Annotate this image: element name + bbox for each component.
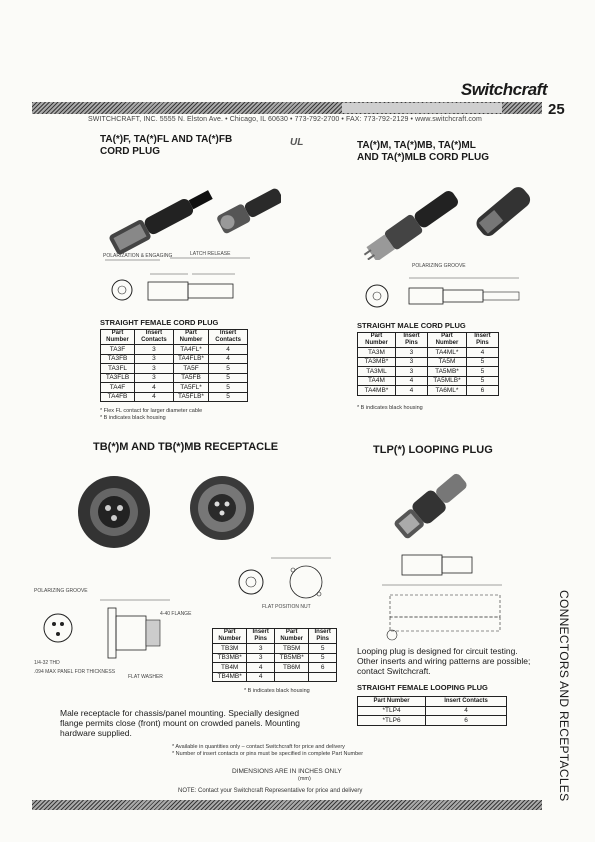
table-row <box>101 392 248 402</box>
ta-f-title-line1: TA(*)F, TA(*)FL AND TA(*)FB <box>100 134 233 145</box>
table-header-cell: Insert Contacts <box>135 330 174 345</box>
table-cell: 3 <box>135 373 174 383</box>
table-cell: TB5MB* <box>274 653 308 663</box>
table-cell: 5 <box>466 357 498 367</box>
table-cell: 6 <box>309 663 337 673</box>
tlp-title: TLP(*) LOOPING PLUG <box>373 444 493 456</box>
ta-m-note-1: * B indicates black housing <box>357 405 423 411</box>
ta-m-table-header <box>358 333 499 348</box>
table-cell: 3 <box>395 367 427 377</box>
table-header-cell: Insert Pins <box>247 629 275 644</box>
ta-f-product-photo <box>96 160 281 255</box>
table-cell: 3 <box>135 354 174 364</box>
table-cell: 3 <box>247 653 275 663</box>
table-cell: TA4FL* <box>173 345 208 355</box>
tlp-parts-table <box>357 696 507 726</box>
table-header-cell: Part Number <box>358 333 396 348</box>
table-cell: TA5FB <box>173 373 208 383</box>
table-cell <box>309 672 337 682</box>
ta-f-table-title: STRAIGHT FEMALE CORD PLUG <box>100 318 219 327</box>
table-row <box>101 373 248 383</box>
tb-label-flange: 4-40 FLANGE <box>160 611 192 617</box>
tlp-product-photo <box>380 465 480 545</box>
ta-f-title-line2: CORD PLUG <box>100 146 160 157</box>
ta-m-table-title: STRAIGHT MALE CORD PLUG <box>357 321 466 330</box>
footer-note: NOTE: Contact your Switchcraft Representative for price and delivery <box>178 788 363 794</box>
table-cell: 4 <box>395 376 427 386</box>
ta-m-title <box>357 140 489 164</box>
header-band <box>32 102 542 114</box>
table-cell: 4 <box>135 383 174 393</box>
table-cell: TA3FLB <box>101 373 135 383</box>
ta-f-title <box>100 134 232 158</box>
table-row <box>101 354 248 364</box>
table-cell: TB6M <box>274 663 308 673</box>
tlp-description: Looping plug is designed for circuit testing. Other inserts and wiring patterns are possible; contact Switchcraft. <box>357 646 531 676</box>
table-cell: TA6ML* <box>428 386 467 396</box>
tb-label-polarizing: POLARIZING GROOVE <box>34 588 88 594</box>
tlp-table-title: STRAIGHT FEMALE LOOPING PLUG <box>357 683 488 692</box>
table-cell: TA4F <box>101 383 135 393</box>
tb-product-photo <box>72 470 272 555</box>
table-cell: 4 <box>247 663 275 673</box>
table-cell: 3 <box>395 357 427 367</box>
table-cell: 5 <box>309 644 337 654</box>
tlp-table-header <box>358 697 507 707</box>
table-cell <box>274 672 308 682</box>
ta-f-label-latch: LATCH RELEASE <box>190 251 231 257</box>
table-header-cell: Part Number <box>101 330 135 345</box>
company-address: SWITCHCRAFT, INC. 5555 N. Elston Ave. • Chicago, IL 60630 • 773-792-2700 • FAX: 773-792-2129 • www.switchcraft.com <box>88 116 482 123</box>
table-cell: 3 <box>135 364 174 374</box>
table-cell: 5 <box>209 392 248 402</box>
table-header-cell: Part Number <box>428 333 467 348</box>
tb-label-flat-position-nut: FLAT POSITION NUT <box>262 604 311 610</box>
page-number: 25 <box>548 101 565 118</box>
table-cell: 5 <box>466 367 498 377</box>
table-cell: 4 <box>395 386 427 396</box>
table-cell: TA5F <box>173 364 208 374</box>
ta-m-title-line2: AND TA(*)MLB CORD PLUG <box>357 152 490 163</box>
table-cell: TA5FL* <box>173 383 208 393</box>
table-cell: TA5MB* <box>428 367 467 377</box>
table-cell: TB3MB* <box>213 653 247 663</box>
table-row <box>101 364 248 374</box>
table-cell: TA5FLB* <box>173 392 208 402</box>
table-cell: 3 <box>135 345 174 355</box>
ta-m-label-polarizing: POLARIZING GROOVE <box>412 263 466 269</box>
table-cell: 4 <box>135 392 174 402</box>
table-row <box>358 357 499 367</box>
tb-title: TB(*)M AND TB(*)MB RECEPTACLE <box>93 441 279 453</box>
tb-parts-table <box>212 628 337 682</box>
ta-f-note-2: * B indicates black housing <box>100 415 166 421</box>
table-cell: 5 <box>466 376 498 386</box>
table-cell: TA3MB* <box>358 357 396 367</box>
ta-f-dimension-drawing <box>100 252 260 312</box>
tb-table-header <box>213 629 337 644</box>
footnote-1: * Available in quantities only – contact Switchcraft for price and delivery <box>172 744 345 750</box>
brand-logo: Switchcraft <box>460 80 547 99</box>
table-header-cell: Insert Pins <box>466 333 498 348</box>
table-header-cell: Part Number <box>173 330 208 345</box>
table-cell: TA4MB* <box>358 386 396 396</box>
table-cell: 4 <box>466 348 498 358</box>
tlp-wiring-drawing <box>372 545 522 645</box>
table-row <box>358 348 499 358</box>
table-cell: TA4FB <box>101 392 135 402</box>
table-header-cell: Part Number <box>358 697 426 707</box>
dimensions-note: DIMENSIONS ARE IN INCHES ONLY <box>232 768 342 775</box>
table-cell: TA3ML <box>358 367 396 377</box>
table-cell: TA5MLB* <box>428 376 467 386</box>
table-cell: TA3M <box>358 348 396 358</box>
tb-label-washer: FLAT WASHER <box>128 674 163 680</box>
ta-m-product-photo <box>352 165 537 260</box>
table-cell: TA4FLB* <box>173 354 208 364</box>
table-header-cell: Insert Pins <box>309 629 337 644</box>
table-cell: 5 <box>209 373 248 383</box>
table-cell: TA4M <box>358 376 396 386</box>
table-cell: 5 <box>209 383 248 393</box>
table-cell: 5 <box>309 653 337 663</box>
table-cell: 6 <box>466 386 498 396</box>
tb-label-panel: .094 MAX PANEL FOR THICKNESS <box>34 669 116 675</box>
table-cell: TB4MB* <box>213 672 247 682</box>
table-cell: TB5M <box>274 644 308 654</box>
table-cell: TA3FL <box>101 364 135 374</box>
table-row <box>101 383 248 393</box>
table-row <box>213 644 337 654</box>
footnote-2: * Number of insert contacts or pins must be specified in complete Part Number <box>172 751 364 757</box>
table-header-cell: Insert Contacts <box>209 330 248 345</box>
table-row <box>213 672 337 682</box>
table-row <box>358 386 499 396</box>
tb-note-1: * B indicates black housing <box>244 688 310 694</box>
ta-f-label-polarization: POLARIZATION & ENGAGING <box>103 253 173 259</box>
table-cell: 4 <box>426 706 507 716</box>
table-header-cell: Part Number <box>213 629 247 644</box>
table-row <box>358 716 507 726</box>
ta-f-note-1: * Flex FL contact for larger diameter cable <box>100 408 203 414</box>
table-cell: TA4ML* <box>428 348 467 358</box>
ta-f-parts-table <box>100 329 248 402</box>
ul-cert-mark: UL <box>290 137 304 148</box>
table-cell: TB4M <box>213 663 247 673</box>
table-header-cell: Part Number <box>274 629 308 644</box>
table-cell: 4 <box>209 354 248 364</box>
footer-band <box>32 800 542 810</box>
table-row <box>358 367 499 377</box>
table-cell: *TLP6 <box>358 716 426 726</box>
table-row <box>101 345 248 355</box>
table-cell: 5 <box>209 364 248 374</box>
table-cell: TA5M <box>428 357 467 367</box>
table-row <box>358 706 507 716</box>
ta-f-table-header <box>101 330 248 345</box>
table-row <box>358 376 499 386</box>
table-cell: TB3M <box>213 644 247 654</box>
tb-label-thd: 1/4-32 THD <box>34 660 60 666</box>
table-cell: *TLP4 <box>358 706 426 716</box>
sidebar-category-label: CONNECTORS AND RECEPTACLES <box>557 590 571 802</box>
table-cell: 4 <box>247 672 275 682</box>
table-cell: 3 <box>247 644 275 654</box>
header-band-highlight <box>342 103 502 113</box>
table-cell: 6 <box>426 716 507 726</box>
ta-m-dimension-drawing <box>357 262 527 314</box>
table-header-cell: Insert Contacts <box>426 697 507 707</box>
table-header-cell: Insert Pins <box>395 333 427 348</box>
table-cell: TA3FB <box>101 354 135 364</box>
table-row <box>213 663 337 673</box>
table-cell: 4 <box>209 345 248 355</box>
dimensions-unit: (mm) <box>298 776 311 782</box>
tb-description: Male receptacle for chassis/panel mounting. Specially designed flange permits close (front) mount on crowded panels. Mounting hardware supplied. <box>60 708 301 738</box>
ta-m-parts-table <box>357 332 499 396</box>
table-row <box>213 653 337 663</box>
table-cell: TA3F <box>101 345 135 355</box>
ta-m-title-line1: TA(*)M, TA(*)MB, TA(*)ML <box>357 140 476 151</box>
table-cell: 3 <box>395 348 427 358</box>
